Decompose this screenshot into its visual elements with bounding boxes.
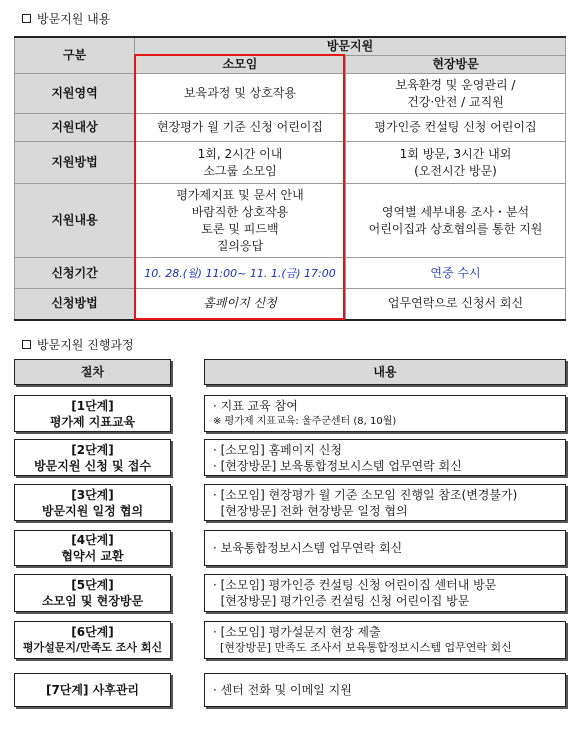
section2-heading	[22, 336, 134, 353]
cell-small: 홈페이지 신청	[135, 289, 346, 320]
cell-small: 현장평가 월 기준 신청 어린이집	[135, 114, 346, 142]
step-6-desc	[204, 621, 566, 659]
step-name: 소모임 및 현장방문	[41, 594, 144, 608]
header-content-label: 내용	[373, 365, 397, 379]
desc-line: · [현장방문] 보육통합정보시스템 업무연락 회신	[213, 458, 462, 473]
support-content-table	[14, 36, 566, 321]
step-2-desc	[204, 439, 566, 476]
row-label: 신청기간	[15, 258, 135, 289]
step-2-box	[14, 439, 171, 476]
step-number: [1단계]	[71, 398, 114, 413]
step-name: 평가설문지/만족도 조사 회신	[22, 641, 163, 654]
step-1-desc	[204, 395, 566, 432]
step-7-box	[14, 673, 171, 707]
cell-onsite: 영역별 세부내용 조사・분석 어린이집과 상호협의를 통한 지원	[346, 184, 566, 258]
step-5-box	[14, 574, 171, 612]
step-1-box	[14, 395, 171, 432]
cell-onsite: 1회 방문, 3시간 내외 (오전시간 방문)	[346, 142, 566, 184]
header-category: 구분	[15, 37, 135, 74]
step-number: [6단계]	[71, 625, 114, 639]
desc-line: · [소모임] 평가설문지 현장 제출	[213, 625, 381, 639]
cell-onsite: 연중 수시	[346, 258, 566, 289]
desc-line: · 보육통합정보시스템 업무연락 회신	[213, 541, 403, 555]
cell-small: 10. 28.(월) 11:00~ 11. 1.(금) 17:00	[135, 258, 346, 289]
row-label: 지원대상	[15, 114, 135, 142]
desc-line: [현장방문] 평가인증 컨설팅 신청 어린이집 방문	[213, 594, 470, 608]
step-number: [4단계]	[71, 533, 114, 547]
step-5-desc	[204, 574, 566, 612]
step-3-box	[14, 484, 171, 521]
row-label: 지원영역	[15, 74, 135, 114]
process-header-content	[204, 359, 566, 385]
header-step-label: 절차	[80, 365, 105, 379]
cell-onsite: 보육환경 및 운영관리 / 건강·안전 / 교직원	[346, 74, 566, 114]
process-header-step	[14, 359, 171, 385]
cell-onsite: 업무연락으로 신청서 회신	[346, 289, 566, 320]
square-bullet-icon	[22, 14, 31, 23]
section1-heading	[22, 10, 110, 27]
desc-line: [현장방문] 만족도 조사서 보육통합정보시스템 업무연락 회신	[213, 641, 512, 654]
step-7-desc	[204, 673, 566, 707]
cell-small: 보육과정 및 상호작용	[135, 74, 346, 114]
step-number: [7단계] 사후관리	[45, 683, 140, 697]
desc-line: [현장방문] 전화 현장방문 일정 협의	[213, 503, 408, 518]
desc-line: · [소모임] 홈페이지 신청	[213, 442, 342, 457]
step-name: 방문지원 신청 및 접수	[34, 458, 151, 473]
step-number: [3단계]	[71, 487, 114, 502]
desc-line: · [소모임] 현장평가 월 기준 소모임 진행일 참조(변경불가)	[213, 487, 518, 502]
step-6-box	[14, 621, 171, 659]
section1-title: 방문지원 내용	[37, 12, 111, 26]
row-label: 지원방법	[15, 142, 135, 184]
desc-line: · 센터 전화 및 이메일 지원	[213, 683, 352, 697]
cell-small: 평가제지표 및 문서 안내 바람직한 상호작용 토론 및 피드백 질의응답	[135, 184, 346, 258]
step-4-box	[14, 530, 171, 566]
step-number: [5단계]	[71, 578, 114, 592]
cell-small: 1회, 2시간 이내 소그룹 소모임	[135, 142, 346, 184]
step-number: [2단계]	[71, 442, 114, 457]
square-bullet-icon	[22, 340, 31, 349]
step-name: 평가제 지표교육	[49, 414, 136, 429]
row-label: 신청방법	[15, 289, 135, 320]
header-visit-support: 방문지원	[135, 37, 566, 56]
step-4-desc	[204, 530, 566, 566]
desc-line: · [소모임] 평가인증 컨설팅 신청 어린이집 센터내 방문	[213, 578, 497, 592]
step-3-desc	[204, 484, 566, 521]
step-name: 협약서 교환	[61, 549, 124, 563]
step-name: 방문지원 일정 협의	[41, 503, 144, 518]
desc-line: · 지표 교육 참여	[213, 398, 298, 413]
header-onsite: 현장방문	[346, 56, 566, 74]
section2-title: 방문지원 진행과정	[37, 338, 134, 352]
header-small-group: 소모임	[135, 56, 346, 74]
row-label: 지원내용	[15, 184, 135, 258]
desc-note: ※ 평가제 지표교육: 울주군센터 (8, 10월)	[213, 415, 397, 427]
cell-onsite: 평가인증 컨설팅 신청 어린이집	[346, 114, 566, 142]
